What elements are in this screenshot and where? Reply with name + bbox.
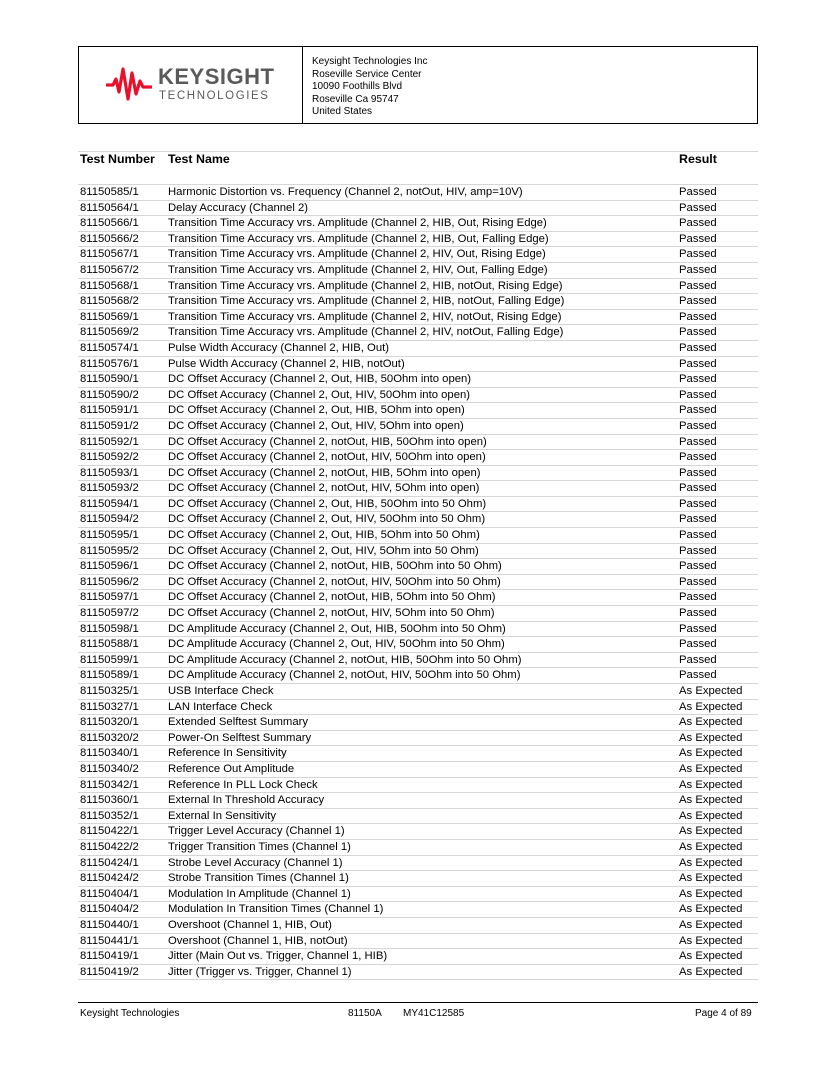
test-name-cell: Transition Time Accuracy vrs. Amplitude (Channel 2, HIV, Out, Rising Edge) (166, 247, 677, 263)
test-number-cell: 81150593/2 (78, 481, 166, 497)
result-cell: Passed (677, 309, 758, 325)
column-header-test-name: Test Name (166, 152, 677, 185)
result-cell: As Expected (677, 949, 758, 965)
test-number-cell: 81150594/1 (78, 496, 166, 512)
test-name-cell: Reference In Sensitivity (166, 746, 677, 762)
table-row (78, 730, 758, 746)
test-name-cell: Harmonic Distortion vs. Frequency (Channel 2, notOut, HIV, amp=10V) (166, 185, 677, 201)
table-row (78, 309, 758, 325)
test-name-cell: Delay Accuracy (Channel 2) (166, 200, 677, 216)
table-row (78, 278, 758, 294)
table-row (78, 871, 758, 887)
test-name-cell: Overshoot (Channel 1, HIB, notOut) (166, 933, 677, 949)
table-row (78, 621, 758, 637)
test-name-cell: Reference In PLL Lock Check (166, 777, 677, 793)
test-results-table (78, 151, 758, 980)
test-name-cell: Modulation In Transition Times (Channel 1) (166, 902, 677, 918)
result-cell: Passed (677, 356, 758, 372)
result-cell: As Expected (677, 808, 758, 824)
test-number-cell: 81150588/1 (78, 637, 166, 653)
test-name-cell: Pulse Width Accuracy (Channel 2, HIB, Out) (166, 340, 677, 356)
result-cell: Passed (677, 574, 758, 590)
test-name-cell: Transition Time Accuracy vrs. Amplitude (Channel 2, HIV, notOut, Rising Edge) (166, 309, 677, 325)
table-row (78, 652, 758, 668)
table-row (78, 839, 758, 855)
table-row (78, 481, 758, 497)
test-name-cell: DC Offset Accuracy (Channel 2, notOut, HIB, 5Ohm into open) (166, 465, 677, 481)
test-number-cell: 81150569/1 (78, 309, 166, 325)
test-name-cell: Pulse Width Accuracy (Channel 2, HIB, notOut) (166, 356, 677, 372)
table-row (78, 902, 758, 918)
result-cell: Passed (677, 543, 758, 559)
test-name-cell: DC Offset Accuracy (Channel 2, notOut, HIV, 50Ohm into open) (166, 450, 677, 466)
table-row (78, 403, 758, 419)
test-number-cell: 81150596/1 (78, 559, 166, 575)
result-cell: Passed (677, 621, 758, 637)
footer-serial: MY41C12585 (403, 1008, 465, 1019)
table-row (78, 964, 758, 980)
test-number-cell: 81150360/1 (78, 793, 166, 809)
test-number-cell: 81150596/2 (78, 574, 166, 590)
result-cell: Passed (677, 372, 758, 388)
test-name-cell: DC Offset Accuracy (Channel 2, Out, HIV, 5Ohm into 50 Ohm) (166, 543, 677, 559)
test-name-cell: Strobe Transition Times (Channel 1) (166, 871, 677, 887)
test-number-cell: 81150585/1 (78, 185, 166, 201)
table-body (78, 185, 758, 980)
result-cell: Passed (677, 294, 758, 310)
table-row (78, 574, 758, 590)
table-row (78, 715, 758, 731)
table-row (78, 450, 758, 466)
table-row (78, 372, 758, 388)
result-cell: Passed (677, 185, 758, 201)
test-name-cell: DC Offset Accuracy (Channel 2, Out, HIB, 5Ohm into 50 Ohm) (166, 528, 677, 544)
result-cell: As Expected (677, 886, 758, 902)
test-name-cell: Jitter (Main Out vs. Trigger, Channel 1, HIB) (166, 949, 677, 965)
table-row (78, 668, 758, 684)
result-cell: Passed (677, 528, 758, 544)
result-cell: Passed (677, 262, 758, 278)
footer-company: Keysight Technologies (80, 1008, 180, 1019)
test-name-cell: Transition Time Accuracy vrs. Amplitude (Channel 2, HIV, notOut, Falling Edge) (166, 325, 677, 341)
test-number-cell: 81150590/1 (78, 372, 166, 388)
test-number-cell: 81150574/1 (78, 340, 166, 356)
table-row (78, 793, 758, 809)
test-number-cell: 81150327/1 (78, 699, 166, 715)
table-row (78, 746, 758, 762)
result-cell: As Expected (677, 746, 758, 762)
result-cell: Passed (677, 496, 758, 512)
test-number-cell: 81150352/1 (78, 808, 166, 824)
test-name-cell: External In Sensitivity (166, 808, 677, 824)
result-cell: As Expected (677, 917, 758, 933)
result-cell: Passed (677, 637, 758, 653)
test-number-cell: 81150342/1 (78, 777, 166, 793)
test-name-cell: DC Offset Accuracy (Channel 2, Out, HIV, 5Ohm into open) (166, 418, 677, 434)
address-line: United States (312, 106, 373, 118)
test-number-cell: 81150419/2 (78, 964, 166, 980)
result-cell: Passed (677, 512, 758, 528)
test-number-cell: 81150340/1 (78, 746, 166, 762)
test-number-cell: 81150595/1 (78, 528, 166, 544)
test-name-cell: Transition Time Accuracy vrs. Amplitude (Channel 2, HIB, notOut, Falling Edge) (166, 294, 677, 310)
test-name-cell: DC Offset Accuracy (Channel 2, Out, HIB, 5Ohm into open) (166, 403, 677, 419)
footer-model: 81150A (348, 1008, 382, 1019)
test-name-cell: DC Offset Accuracy (Channel 2, Out, HIB, 50Ohm into open) (166, 372, 677, 388)
test-name-cell: DC Amplitude Accuracy (Channel 2, Out, HIV, 50Ohm into 50 Ohm) (166, 637, 677, 653)
result-cell: As Expected (677, 715, 758, 731)
test-number-cell: 81150594/2 (78, 512, 166, 528)
test-name-cell: DC Offset Accuracy (Channel 2, Out, HIV, 50Ohm into 50 Ohm) (166, 512, 677, 528)
result-cell: As Expected (677, 824, 758, 840)
test-name-cell: DC Offset Accuracy (Channel 2, notOut, HIB, 50Ohm into 50 Ohm) (166, 559, 677, 575)
test-number-cell: 81150340/2 (78, 761, 166, 777)
test-number-cell: 81150569/2 (78, 325, 166, 341)
result-cell: Passed (677, 231, 758, 247)
test-number-cell: 81150419/1 (78, 949, 166, 965)
test-number-cell: 81150589/1 (78, 668, 166, 684)
table-row (78, 761, 758, 777)
result-cell: Passed (677, 418, 758, 434)
table-row (78, 185, 758, 201)
table-row (78, 808, 758, 824)
result-cell: Passed (677, 606, 758, 622)
test-number-cell: 81150440/1 (78, 917, 166, 933)
test-number-cell: 81150422/1 (78, 824, 166, 840)
table-row (78, 684, 758, 700)
test-name-cell: DC Amplitude Accuracy (Channel 2, notOut, HIB, 50Ohm into 50 Ohm) (166, 652, 677, 668)
test-name-cell: DC Offset Accuracy (Channel 2, notOut, HIB, 50Ohm into open) (166, 434, 677, 450)
result-cell: Passed (677, 216, 758, 232)
test-name-cell: DC Offset Accuracy (Channel 2, Out, HIB, 50Ohm into 50 Ohm) (166, 496, 677, 512)
result-cell: Passed (677, 590, 758, 606)
table-row (78, 777, 758, 793)
table-row (78, 356, 758, 372)
table-row (78, 418, 758, 434)
table-row (78, 200, 758, 216)
test-name-cell: Jitter (Trigger vs. Trigger, Channel 1) (166, 964, 677, 980)
test-number-cell: 81150567/2 (78, 262, 166, 278)
table-row (78, 949, 758, 965)
test-number-cell: 81150597/1 (78, 590, 166, 606)
result-cell: Passed (677, 559, 758, 575)
column-header-result: Result (677, 152, 758, 185)
test-number-cell: 81150593/1 (78, 465, 166, 481)
result-cell: As Expected (677, 761, 758, 777)
test-number-cell: 81150422/2 (78, 839, 166, 855)
test-name-cell: DC Offset Accuracy (Channel 2, notOut, HIV, 50Ohm into 50 Ohm) (166, 574, 677, 590)
table-row (78, 434, 758, 450)
result-cell: Passed (677, 481, 758, 497)
result-cell: As Expected (677, 902, 758, 918)
test-name-cell: Transition Time Accuracy vrs. Amplitude (Channel 2, HIB, Out, Falling Edge) (166, 231, 677, 247)
test-name-cell: Transition Time Accuracy vrs. Amplitude (Channel 2, HIB, Out, Rising Edge) (166, 216, 677, 232)
footer-divider (78, 1002, 758, 1003)
table-row (78, 637, 758, 653)
test-name-cell: Transition Time Accuracy vrs. Amplitude (Channel 2, HIV, Out, Falling Edge) (166, 262, 677, 278)
test-number-cell: 81150424/1 (78, 855, 166, 871)
table-row (78, 496, 758, 512)
logo-subtitle: TECHNOLOGIES (159, 90, 270, 102)
table-row (78, 699, 758, 715)
result-cell: Passed (677, 434, 758, 450)
result-cell: Passed (677, 652, 758, 668)
test-number-cell: 81150597/2 (78, 606, 166, 622)
table-row (78, 590, 758, 606)
test-number-cell: 81150592/2 (78, 450, 166, 466)
test-name-cell: Trigger Level Accuracy (Channel 1) (166, 824, 677, 840)
table-row (78, 606, 758, 622)
test-number-cell: 81150567/1 (78, 247, 166, 263)
result-cell: As Expected (677, 699, 758, 715)
result-cell: Passed (677, 247, 758, 263)
table-row (78, 465, 758, 481)
table-row (78, 262, 758, 278)
result-cell: Passed (677, 465, 758, 481)
table-row (78, 216, 758, 232)
result-cell: Passed (677, 325, 758, 341)
logo-cell (79, 47, 303, 123)
table-row (78, 247, 758, 263)
test-number-cell: 81150320/2 (78, 730, 166, 746)
column-header-test-number: Test Number (78, 152, 166, 185)
test-name-cell: External In Threshold Accuracy (166, 793, 677, 809)
test-name-cell: Power-On Selftest Summary (166, 730, 677, 746)
test-number-cell: 81150564/1 (78, 200, 166, 216)
test-name-cell: DC Amplitude Accuracy (Channel 2, notOut, HIV, 50Ohm into 50 Ohm) (166, 668, 677, 684)
test-number-cell: 81150441/1 (78, 933, 166, 949)
address-line: Roseville Ca 95747 (312, 93, 399, 105)
table-row (78, 325, 758, 341)
test-number-cell: 81150424/2 (78, 871, 166, 887)
test-name-cell: DC Offset Accuracy (Channel 2, Out, HIV, 50Ohm into open) (166, 387, 677, 403)
test-number-cell: 81150568/1 (78, 278, 166, 294)
table-row (78, 543, 758, 559)
footer-page-number: Page 4 of 89 (695, 1008, 752, 1019)
result-cell: As Expected (677, 777, 758, 793)
test-name-cell: LAN Interface Check (166, 699, 677, 715)
result-cell: As Expected (677, 793, 758, 809)
table-header-row (78, 152, 758, 185)
test-number-cell: 81150591/1 (78, 403, 166, 419)
test-name-cell: Overshoot (Channel 1, HIB, Out) (166, 917, 677, 933)
address-line: Roseville Service Center (312, 68, 422, 80)
result-cell: Passed (677, 403, 758, 419)
test-name-cell: DC Offset Accuracy (Channel 2, notOut, HIV, 5Ohm into open) (166, 481, 677, 497)
result-cell: As Expected (677, 730, 758, 746)
result-cell: As Expected (677, 839, 758, 855)
table-row (78, 917, 758, 933)
test-name-cell: Transition Time Accuracy vrs. Amplitude (Channel 2, HIB, notOut, Rising Edge) (166, 278, 677, 294)
result-cell: As Expected (677, 871, 758, 887)
test-number-cell: 81150576/1 (78, 356, 166, 372)
keysight-wave-logo-icon (106, 65, 152, 103)
test-name-cell: Modulation In Amplitude (Channel 1) (166, 886, 677, 902)
result-cell: As Expected (677, 855, 758, 871)
result-cell: As Expected (677, 964, 758, 980)
company-address (312, 56, 427, 119)
result-cell: As Expected (677, 933, 758, 949)
table-row (78, 528, 758, 544)
address-line: Keysight Technologies Inc (312, 56, 428, 67)
test-number-cell: 81150320/1 (78, 715, 166, 731)
test-name-cell: DC Offset Accuracy (Channel 2, notOut, HIB, 5Ohm into 50 Ohm) (166, 590, 677, 606)
logo-wordmark: KEYSIGHT (158, 64, 275, 89)
test-name-cell: DC Amplitude Accuracy (Channel 2, Out, HIB, 50Ohm into 50 Ohm) (166, 621, 677, 637)
test-number-cell: 81150404/2 (78, 902, 166, 918)
test-number-cell: 81150568/2 (78, 294, 166, 310)
result-cell: Passed (677, 450, 758, 466)
result-cell: Passed (677, 340, 758, 356)
test-number-cell: 81150598/1 (78, 621, 166, 637)
test-name-cell: Trigger Transition Times (Channel 1) (166, 839, 677, 855)
table-row (78, 933, 758, 949)
table-row (78, 512, 758, 528)
test-name-cell: USB Interface Check (166, 684, 677, 700)
test-number-cell: 81150404/1 (78, 886, 166, 902)
table-row (78, 886, 758, 902)
test-number-cell: 81150595/2 (78, 543, 166, 559)
test-number-cell: 81150566/2 (78, 231, 166, 247)
table-row (78, 340, 758, 356)
table-row (78, 387, 758, 403)
result-cell: Passed (677, 668, 758, 684)
report-header (78, 46, 758, 124)
test-number-cell: 81150590/2 (78, 387, 166, 403)
result-cell: Passed (677, 387, 758, 403)
test-number-cell: 81150592/1 (78, 434, 166, 450)
table-row (78, 231, 758, 247)
test-name-cell: Strobe Level Accuracy (Channel 1) (166, 855, 677, 871)
result-cell: Passed (677, 200, 758, 216)
test-number-cell: 81150599/1 (78, 652, 166, 668)
result-cell: As Expected (677, 684, 758, 700)
table-row (78, 559, 758, 575)
table-row (78, 824, 758, 840)
test-name-cell: Reference Out Amplitude (166, 761, 677, 777)
table-row (78, 294, 758, 310)
test-number-cell: 81150591/2 (78, 418, 166, 434)
test-number-cell: 81150325/1 (78, 684, 166, 700)
result-cell: Passed (677, 278, 758, 294)
test-name-cell: Extended Selftest Summary (166, 715, 677, 731)
test-number-cell: 81150566/1 (78, 216, 166, 232)
table-row (78, 855, 758, 871)
test-name-cell: DC Offset Accuracy (Channel 2, notOut, HIV, 5Ohm into 50 Ohm) (166, 606, 677, 622)
address-line: 10090 Foothills Blvd (312, 81, 403, 93)
